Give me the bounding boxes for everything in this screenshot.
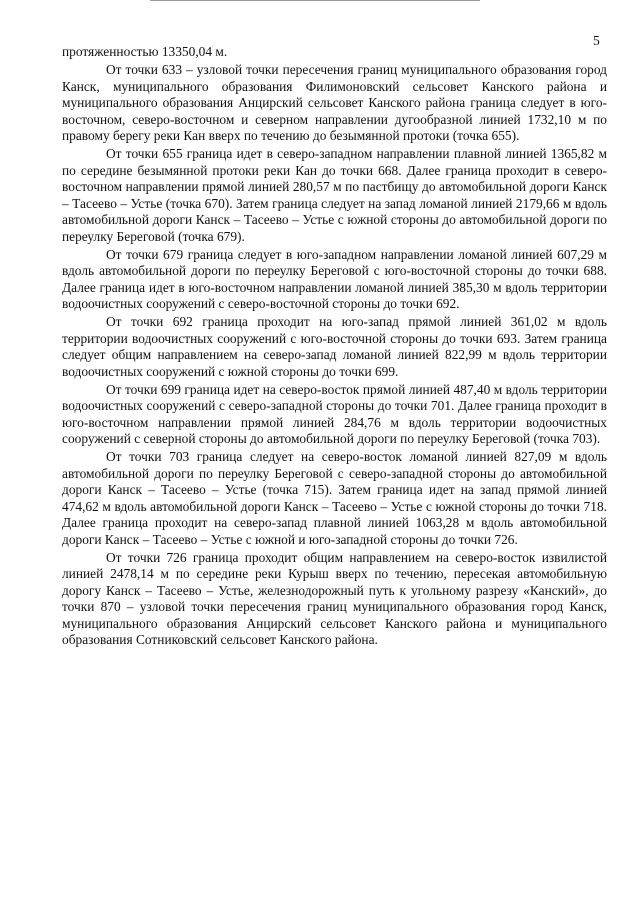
paragraph-continuation: протяженностью 13350,04 м. <box>62 44 228 59</box>
document-body <box>62 44 607 650</box>
paragraph-point-726: От точки 726 граница проходит общим направлением на северо-восток извилистой линией 2478,14 м по середине реки Курыш вверх по течению, пересекая автомобильную дорогу Канск – Тасеево – Устье, железнодорожный путь к угольному разрезу «Канский», до точки 870 – узловой точки пересечения границ муниципального образования город Канск, муниципального образования Анцирский сельсовет Канского района и муниципального образования Сотниковский сельсовет Канского района. <box>62 549 607 647</box>
top-border-line <box>150 0 480 3</box>
paragraph-point-699: От точки 699 граница идет на северо-восток прямой линией 487,40 м вдоль территории водоочистных сооружений с северо-западной стороны до точки 701. Далее граница проходит в юго-восточном направлении прямой линией 284,76 м вдоль территории водоочистных сооружений с северной стороны до автомобильной дороги по переулку Береговой (точка 703). <box>62 381 607 446</box>
paragraph-point-679: От точки 679 граница следует в юго-западном направлении ломаной линией 607,29 м вдоль автомобильной дороги по переулку Береговой с юго-восточной стороны до точки 688. Далее граница идет в юго-восточном направлении ломаной линией 385,30 м вдоль территории водоочистных сооружений с северо-восточной стороны до точки 692. <box>62 246 607 311</box>
paragraph-point-655: От точки 655 граница идет в северо-западном направлении плавной линией 1365,82 м по середине безымянной протоки реки Кан до точки 668. Далее граница проходит в северо-восточном направлении прямой линией 280,57 м по пастбищу до автомобильной дороги Канск – Тасеево – Устье (точка 670). Затем граница следует на запад ломаной линией 2179,66 м вдоль автомобильной дороги Канск – Тасеево – Устье с южной стороны до автомобильной дороги по переулку Береговой (точка 679). <box>62 146 607 244</box>
paragraph-point-692: От точки 692 граница проходит на юго-запад прямой линией 361,02 м вдоль территории водоочистных сооружений с юго-восточной стороны до точки 693. Затем граница следует общим направлением на северо-запад ломаной линией 822,99 м вдоль территории водоочистных сооружений с южной стороны до точки 699. <box>62 314 607 379</box>
paragraph-point-633: От точки 633 – узловой точки пересечения границ муниципального образования город Канск, муниципального образования Филимоновский сельсовет Канского района и муниципального образования Анцирский сельсовет Канского района граница следует в юго-восточном, северо-восточном и северном направлении дугообразной линией 1732,10 м по правому берегу реки Кан вверх по течению до безымянной протоки (точка 655). <box>62 62 607 143</box>
paragraph-point-703: От точки 703 граница следует на северо-восток ломаной линией 827,09 м вдоль автомобильной дороги по переулку Береговой с северо-западной стороны до автомобильной дороги Канск – Тасеево – Устье (точка 715). Затем граница идет на запад прямой линией 474,62 м вдоль автомобильной дороги Канск – Тасеево – Устье с южной стороны до точки 718. Далее граница проходит на северо-запад плавной линией 1063,28 м вдоль автомобильной дороги Канск – Тасеево – Устье с южной и юго-западной стороны до точки 726. <box>62 449 607 547</box>
page-number: 5 <box>593 33 600 48</box>
